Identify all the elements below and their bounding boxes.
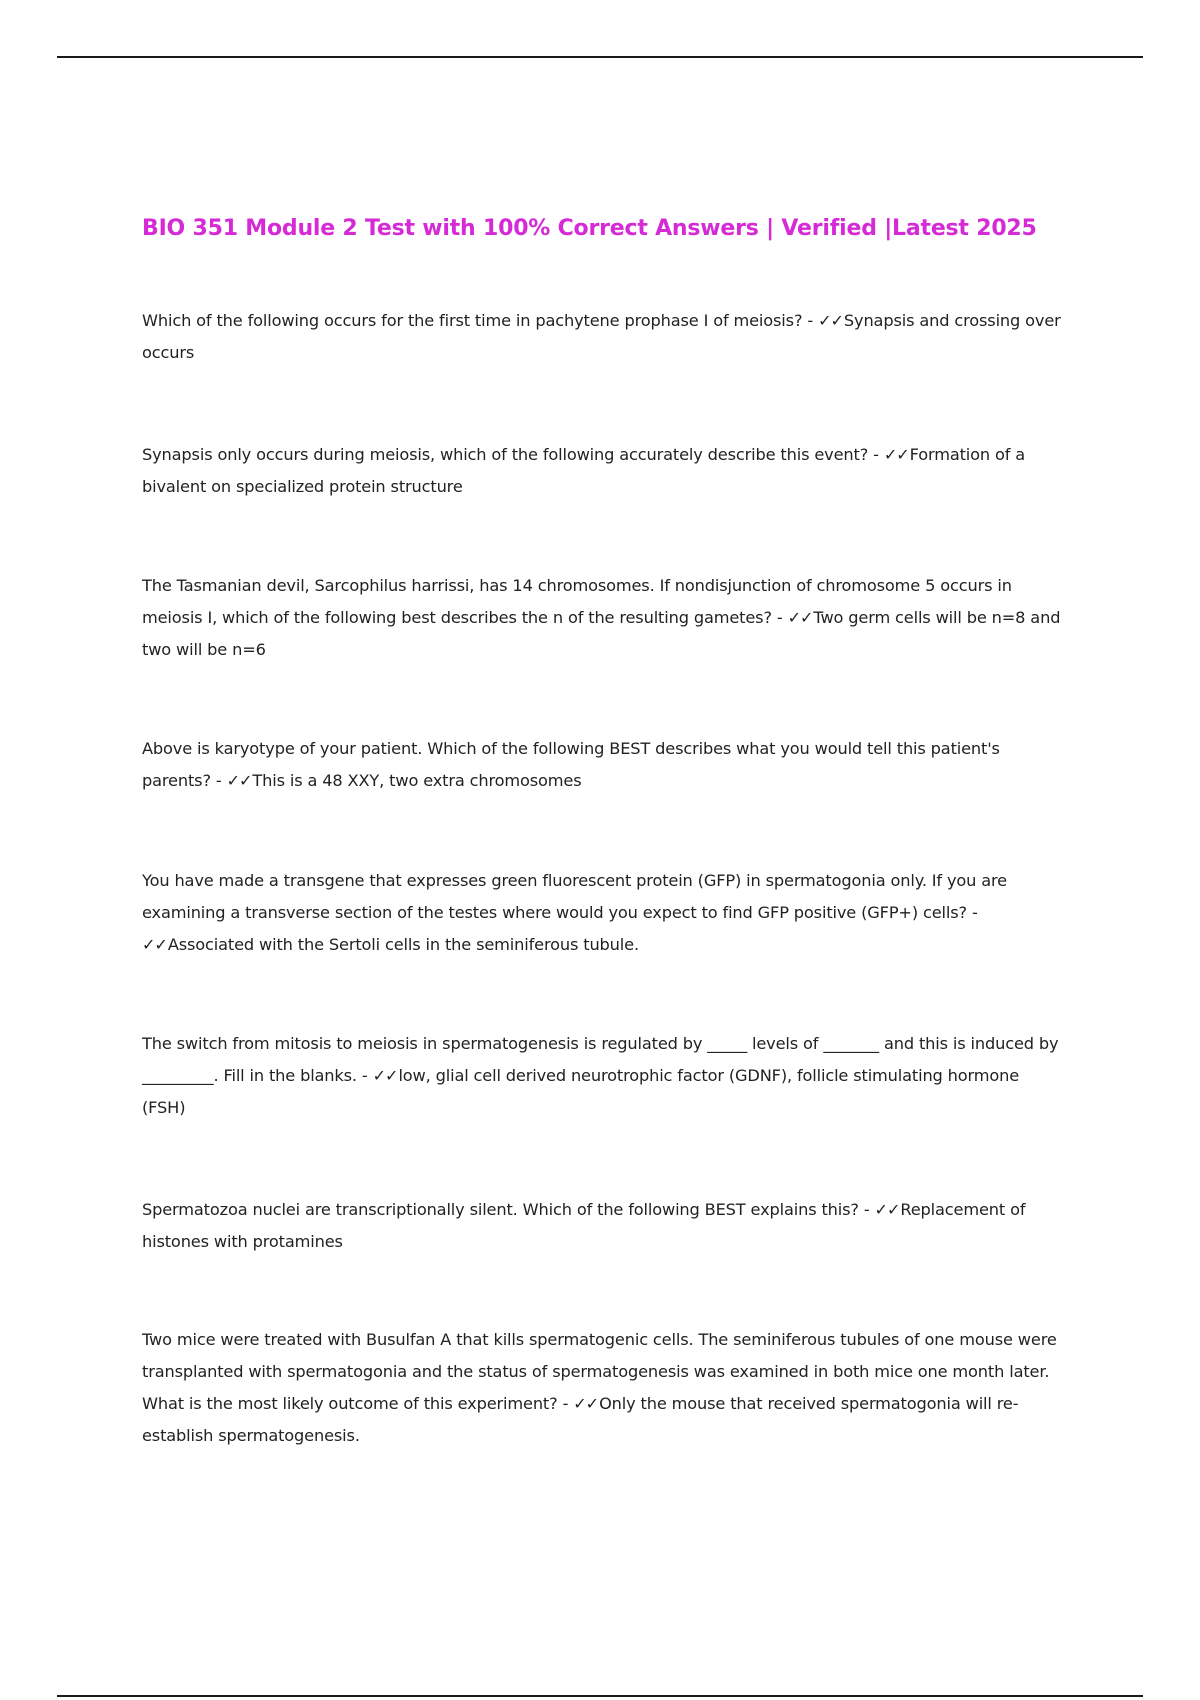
answer-text: Formation of a bivalent on specialized protein structure — [142, 445, 1026, 496]
question-text: Two mice were treated with Busulfan A that kills spermatogenic cells. The seminiferous tubules of one mouse were transplanted with spermatogonia and the status of spermatogenesis was examined in both mice one month later. What is the most likely outcome of this experiment? — [142, 1330, 1057, 1413]
qa-item-4 — [142, 733, 1062, 797]
separator: - — [557, 1394, 574, 1413]
separator: - — [802, 311, 819, 330]
answer-text: Replacement of histones with protamines — [142, 1200, 1026, 1251]
double-check-icon: ✓✓ — [883, 445, 909, 464]
double-check-icon: ✓✓ — [787, 608, 813, 627]
question-text: Above is karyotype of your patient. Which of the following BEST describes what you would tell this patient's parents? — [142, 739, 1000, 790]
separator: - — [966, 903, 978, 922]
double-check-icon: ✓✓ — [142, 935, 167, 954]
double-check-icon: ✓✓ — [874, 1200, 900, 1219]
footer-rule — [57, 1695, 1143, 1697]
question-text: Synapsis only occurs during meiosis, which of the following accurately describe this event? — [142, 445, 869, 464]
qa-item-7 — [142, 1194, 1062, 1258]
answer-text: low, glial cell derived neurotrophic factor (GDNF), follicle stimulating hormone (FSH) — [142, 1066, 1020, 1117]
qa-item-2 — [142, 439, 1062, 503]
answer-text: Associated with the Sertoli cells in the seminiferous tubule. — [167, 935, 639, 954]
answer-text: This is a 48 XXY, two extra chromosomes — [252, 771, 582, 790]
separator: - — [356, 1066, 373, 1085]
question-text: Spermatozoa nuclei are transcriptionally silent. Which of the following BEST explains this? — [142, 1200, 859, 1219]
separator: - — [210, 771, 227, 790]
qa-item-1 — [142, 305, 1062, 369]
answer-text: Only the mouse that received spermatogonia will re-establish spermatogenesis. — [142, 1394, 1019, 1445]
double-check-icon: ✓✓ — [372, 1066, 398, 1085]
qa-item-8 — [142, 1324, 1062, 1452]
document-title: BIO 351 Module 2 Test with 100% Correct Answers | Verified |Latest 2025 — [142, 216, 1037, 241]
separator: - — [868, 445, 884, 464]
double-check-icon: ✓✓ — [818, 311, 843, 330]
answer-text: Synapsis and crossing over occurs — [142, 311, 1061, 362]
question-text: You have made a transgene that expresses green fluorescent protein (GFP) in spermatogonia only. If you are examining a transverse section of the testes where would you expect to find GFP positive (GFP+) cells? — [142, 871, 1007, 922]
qa-item-5 — [142, 865, 1062, 961]
question-text: The switch from mitosis to meiosis in spermatogenesis is regulated by _____ levels of _______ and this is induced by _________. Fill in the blanks. — [142, 1034, 1059, 1085]
separator: - — [858, 1200, 875, 1219]
double-check-icon: ✓✓ — [226, 771, 252, 790]
answer-text: Two germ cells will be n=8 and two will be n=6 — [142, 608, 1061, 659]
qa-item-3 — [142, 570, 1062, 666]
header-rule — [57, 56, 1143, 58]
qa-item-6 — [142, 1028, 1062, 1124]
double-check-icon: ✓✓ — [573, 1394, 599, 1413]
question-text: Which of the following occurs for the first time in pachytene prophase I of meiosis? — [142, 311, 803, 330]
question-text: The Tasmanian devil, Sarcophilus harrissi, has 14 chromosomes. If nondisjunction of chromosome 5 occurs in meiosis I, which of the following best describes the n of the resulting gametes? — [142, 576, 1012, 627]
separator: - — [771, 608, 788, 627]
